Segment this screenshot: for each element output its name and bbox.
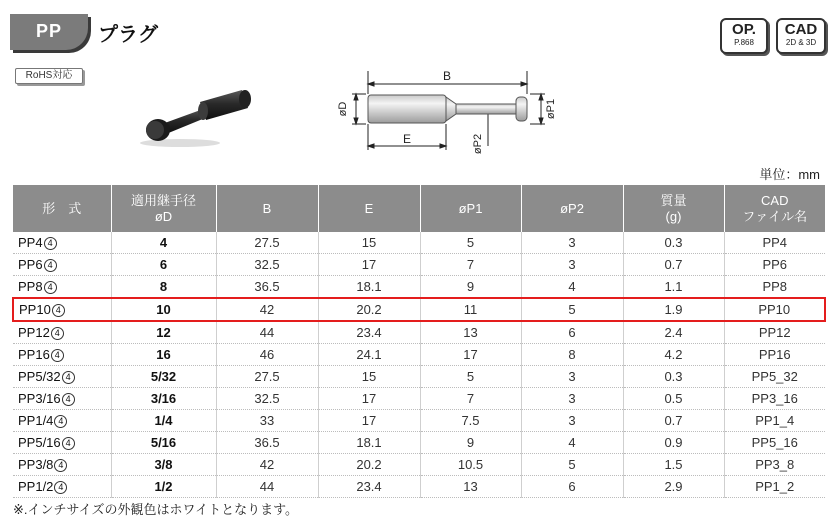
rohs-badge: RoHS対応 <box>15 68 83 84</box>
col-header-p2: øP2 <box>521 185 623 232</box>
model-code: PP12 <box>18 325 50 340</box>
diameter-cell: 4 <box>111 232 216 254</box>
table-row <box>13 232 825 254</box>
cad-filename-cell[interactable]: PP3_16 <box>724 388 825 410</box>
model-cell <box>13 366 111 388</box>
b-cell: 44 <box>216 476 318 498</box>
e-cell: 17 <box>318 388 420 410</box>
cad-filename-cell[interactable]: PP6 <box>724 254 825 276</box>
b-cell: 27.5 <box>216 366 318 388</box>
model-code: PP3/8 <box>18 457 54 472</box>
mass-cell: 1.5 <box>623 454 724 476</box>
e-cell: 15 <box>318 232 420 254</box>
b-cell: 32.5 <box>216 254 318 276</box>
b-cell: 27.5 <box>216 232 318 254</box>
circled-mark: 4 <box>62 393 75 406</box>
diameter-cell: 5/32 <box>111 366 216 388</box>
e-cell: 20.2 <box>318 298 420 321</box>
diameter-cell: 6 <box>111 254 216 276</box>
e-cell: 24.1 <box>318 344 420 366</box>
model-cell <box>13 232 111 254</box>
model-code: PP4 <box>18 235 43 250</box>
diameter-cell: 1/4 <box>111 410 216 432</box>
p1-cell: 9 <box>420 276 521 299</box>
diameter-cell: 8 <box>111 276 216 299</box>
p2-cell: 4 <box>521 432 623 454</box>
model-cell <box>13 254 111 276</box>
op-page-ref: P.868 <box>734 38 754 47</box>
p2-cell: 3 <box>521 232 623 254</box>
diameter-cell: 12 <box>111 321 216 344</box>
e-cell: 15 <box>318 366 420 388</box>
e-cell: 18.1 <box>318 276 420 299</box>
p1-cell: 5 <box>420 366 521 388</box>
mass-cell: 1.1 <box>623 276 724 299</box>
circled-mark: 4 <box>62 371 75 384</box>
table-header-row <box>13 185 825 232</box>
circled-mark: 4 <box>54 459 67 472</box>
circled-mark: 4 <box>44 281 57 294</box>
cad-filename-cell[interactable]: PP3_8 <box>724 454 825 476</box>
circled-mark: 4 <box>52 304 65 317</box>
b-cell: 42 <box>216 454 318 476</box>
mass-cell: 0.3 <box>623 366 724 388</box>
label-p1: øP1 <box>545 98 557 120</box>
p2-cell: 3 <box>521 388 623 410</box>
b-cell: 33 <box>216 410 318 432</box>
circled-mark: 4 <box>54 481 67 494</box>
label-b: B <box>442 69 452 83</box>
b-cell: 44 <box>216 321 318 344</box>
table-row <box>13 298 825 321</box>
op-label: OP. <box>732 21 756 38</box>
mass-cell: 0.7 <box>623 254 724 276</box>
e-cell: 23.4 <box>318 321 420 344</box>
page-title: プラグ <box>98 24 158 46</box>
circled-mark: 4 <box>54 415 67 428</box>
circled-mark: 4 <box>51 349 64 362</box>
model-cell <box>13 344 111 366</box>
diameter-cell: 5/16 <box>111 432 216 454</box>
diameter-cell: 3/8 <box>111 454 216 476</box>
p2-cell: 8 <box>521 344 623 366</box>
cad-filename-cell[interactable]: PP1_2 <box>724 476 825 498</box>
cad-filename-cell[interactable]: PP12 <box>724 321 825 344</box>
table-row <box>13 254 825 276</box>
b-cell: 36.5 <box>216 432 318 454</box>
mass-cell: 0.7 <box>623 410 724 432</box>
p1-cell: 17 <box>420 344 521 366</box>
model-cell <box>13 410 111 432</box>
diameter-cell: 10 <box>111 298 216 321</box>
p2-cell: 3 <box>521 366 623 388</box>
label-d: øD <box>337 101 349 117</box>
p2-cell: 5 <box>521 298 623 321</box>
diameter-cell: 3/16 <box>111 388 216 410</box>
mass-cell: 2.9 <box>623 476 724 498</box>
model-cell <box>13 476 111 498</box>
table-row <box>13 366 825 388</box>
cad-label: CAD <box>784 21 818 38</box>
mass-cell: 2.4 <box>623 321 724 344</box>
model-code: PP6 <box>18 257 43 272</box>
circled-mark: 4 <box>44 237 57 250</box>
table-row <box>13 276 825 299</box>
mass-cell: 1.9 <box>623 298 724 321</box>
label-p2: øP2 <box>472 133 484 155</box>
model-code: PP1/4 <box>18 413 54 428</box>
dimension-diagram <box>330 66 570 162</box>
model-code: PP3/16 <box>18 391 61 406</box>
model-code: PP1/2 <box>18 479 54 494</box>
diameter-cell: 1/2 <box>111 476 216 498</box>
mass-cell: 0.3 <box>623 232 724 254</box>
p1-cell: 5 <box>420 232 521 254</box>
diameter-cell: 16 <box>111 344 216 366</box>
table-row <box>13 454 825 476</box>
p1-cell: 10.5 <box>420 454 521 476</box>
model-code: PP5/32 <box>18 369 61 384</box>
circled-mark: 4 <box>44 259 57 272</box>
p1-cell: 13 <box>420 321 521 344</box>
op-reference-button[interactable] <box>720 18 768 54</box>
series-code: PP <box>35 21 62 41</box>
model-code: PP10 <box>19 302 51 317</box>
e-cell: 17 <box>318 254 420 276</box>
table-row <box>13 321 825 344</box>
p2-cell: 3 <box>521 254 623 276</box>
spec-table <box>12 185 826 498</box>
table-row <box>13 476 825 498</box>
cad-filename-cell[interactable]: PP5_32 <box>724 366 825 388</box>
model-code: PP16 <box>18 347 50 362</box>
e-cell: 17 <box>318 410 420 432</box>
e-cell: 20.2 <box>318 454 420 476</box>
product-photo <box>130 88 260 150</box>
model-code: PP5/16 <box>18 435 61 450</box>
table-row <box>13 432 825 454</box>
cad-filename-cell[interactable]: PP16 <box>724 344 825 366</box>
model-cell <box>13 454 111 476</box>
series-badge <box>10 14 88 50</box>
cad-download-button[interactable] <box>776 18 826 54</box>
p1-cell: 13 <box>420 476 521 498</box>
cad-filename-cell[interactable]: PP1_4 <box>724 410 825 432</box>
model-cell <box>13 432 111 454</box>
col-header-mass: 質量 (g) <box>623 185 724 232</box>
e-cell: 18.1 <box>318 432 420 454</box>
col-header-model: 形 式 <box>13 185 111 232</box>
model-cell <box>13 276 111 299</box>
mass-cell: 0.5 <box>623 388 724 410</box>
table-row <box>13 388 825 410</box>
col-header-diameter: 適用継手径 øD <box>111 185 216 232</box>
cad-filename-cell[interactable]: PP5_16 <box>724 432 825 454</box>
p2-cell: 6 <box>521 476 623 498</box>
p1-cell: 7 <box>420 388 521 410</box>
col-header-p1: øP1 <box>420 185 521 232</box>
table-row <box>13 410 825 432</box>
p2-cell: 6 <box>521 321 623 344</box>
circled-mark: 4 <box>51 327 64 340</box>
b-cell: 36.5 <box>216 276 318 299</box>
col-header-cad: CAD ファイル名 <box>724 185 825 232</box>
p1-cell: 9 <box>420 432 521 454</box>
model-cell <box>13 321 111 344</box>
col-header-e: E <box>318 185 420 232</box>
p2-cell: 4 <box>521 276 623 299</box>
unit-label: 単位：mm <box>759 167 820 182</box>
cad-filename-cell[interactable]: PP10 <box>724 298 825 321</box>
cad-filename-cell[interactable]: PP8 <box>724 276 825 299</box>
p1-cell: 11 <box>420 298 521 321</box>
b-cell: 42 <box>216 298 318 321</box>
col-header-b: B <box>216 185 318 232</box>
p1-cell: 7 <box>420 254 521 276</box>
model-code: PP8 <box>18 279 43 294</box>
cad-filename-cell[interactable]: PP4 <box>724 232 825 254</box>
circled-mark: 4 <box>62 437 75 450</box>
p2-cell: 5 <box>521 454 623 476</box>
e-cell: 23.4 <box>318 476 420 498</box>
footnote: ※.インチサイズの外観色はホワイトとなります。 <box>13 502 299 517</box>
label-e: E <box>402 132 412 146</box>
cad-formats: 2D & 3D <box>785 38 817 47</box>
model-cell <box>13 298 111 321</box>
p2-cell: 3 <box>521 410 623 432</box>
b-cell: 32.5 <box>216 388 318 410</box>
mass-cell: 4.2 <box>623 344 724 366</box>
mass-cell: 0.9 <box>623 432 724 454</box>
b-cell: 46 <box>216 344 318 366</box>
table-row <box>13 344 825 366</box>
p1-cell: 7.5 <box>420 410 521 432</box>
model-cell <box>13 388 111 410</box>
